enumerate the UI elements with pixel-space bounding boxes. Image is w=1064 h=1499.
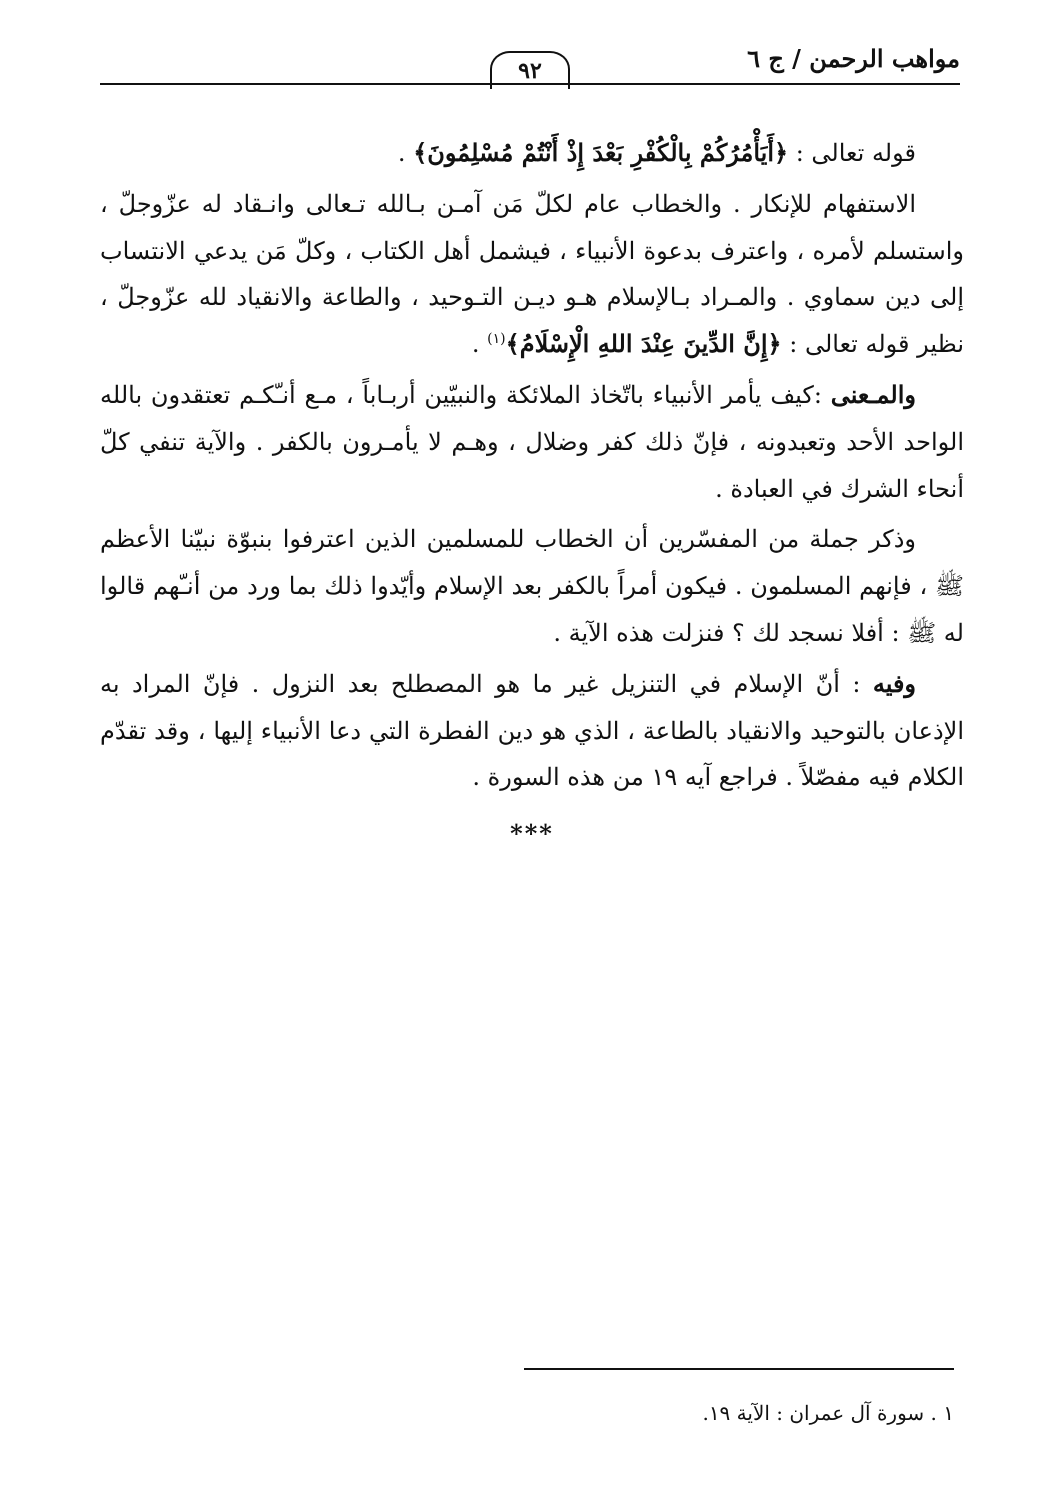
remark-text: : أنّ الإسلام في التنزيل غير ما هو المصطلح بعد النزول . فإنّ المراد به الإذعان بالتوحيد والانقياد بالطاعة ، الذي هو دين الفطرة التي دعا الأنبياء إليها ، وقد تقدّم الكلام فيه مفصّلاً . فراجع آيه ١٩ من هذه السورة . bbox=[100, 669, 964, 792]
quran-verse: ﴿أَيَأْمُرُكُمْ بِالْكُفْرِ بَعْدَ إِذْ أَنْتُمْ مُسْلِمُونَ﴾ bbox=[413, 138, 789, 167]
quran-verse-citation: ﴿إِنَّ الدِّينَ عِنْدَ اللهِ الْإِسْلَامُ﴾ bbox=[505, 329, 782, 359]
citation-end: . bbox=[471, 330, 488, 359]
meaning-label: والمـعنى bbox=[830, 379, 916, 409]
verse-end: . bbox=[397, 139, 414, 167]
meaning-text: :كيف يأمر الأنبياء باتّخاذ الملائكة والنبيّين أربـاباً ، مـع أنـّكـم تعتقدون بالله الواحد الأحد وتعبدونه ، فإنّ ذلك كفر وضلال ، وهـم لا يأمـرون بالكفر . والآية تنفي كلّ أنحاء الشرك في العبادة . bbox=[100, 380, 964, 503]
paragraph-verse bbox=[100, 130, 964, 177]
paragraph-commentators bbox=[100, 516, 964, 656]
page-header bbox=[100, 35, 960, 95]
commentators-text: وذكر جملة من المفسّرين أن الخطاب للمسلمين الذين اعترفوا بنبوّة نبيّنا الأعظم ﷺ ، فإنهم المسلمون . فيكون أمراً بالكفر بعد الإسلام وأيّدوا ذلك بما ورد من أنـّهم قالوا له ﷺ : أفلا نسجد لك ؟ فنزلت هذه الآية . bbox=[100, 525, 964, 647]
footnote-rule bbox=[524, 1368, 954, 1370]
verse-intro: قوله تعالى : bbox=[788, 139, 916, 167]
body-text bbox=[100, 130, 964, 858]
running-title: مواهب الرحمن / ج ٦ bbox=[747, 44, 960, 73]
interpretation-text: الاستفهام للإنكار . والخطاب عام لكلّ مَن آمـن بـالله تـعالى وانـقاد له عزّوجلّ ، واستسلم لأمره ، واعترف بدعوة الأنبياء ، فيشمل أهل الكتاب ، وكلّ مَن يدعي الانتساب إلى دين سماوي . والمـراد بـالإسلام هـو ديـن التـوحيد ، والطاعة والانقياد لله عزّوجلّ ، نظير قوله تعالى : bbox=[100, 189, 964, 359]
paragraph-remark bbox=[100, 661, 964, 801]
paragraph-interpretation bbox=[100, 181, 964, 368]
header-rule bbox=[100, 83, 960, 85]
page-number: ٩٢ bbox=[490, 51, 570, 89]
section-separator: *** bbox=[510, 819, 554, 849]
footnote: ١ . سورة آل عمران : الآية ١٩. bbox=[702, 1401, 954, 1425]
footnote-ref: (١) bbox=[487, 331, 506, 348]
paragraph-meaning bbox=[100, 372, 964, 512]
remark-label: وفيه bbox=[872, 668, 916, 698]
